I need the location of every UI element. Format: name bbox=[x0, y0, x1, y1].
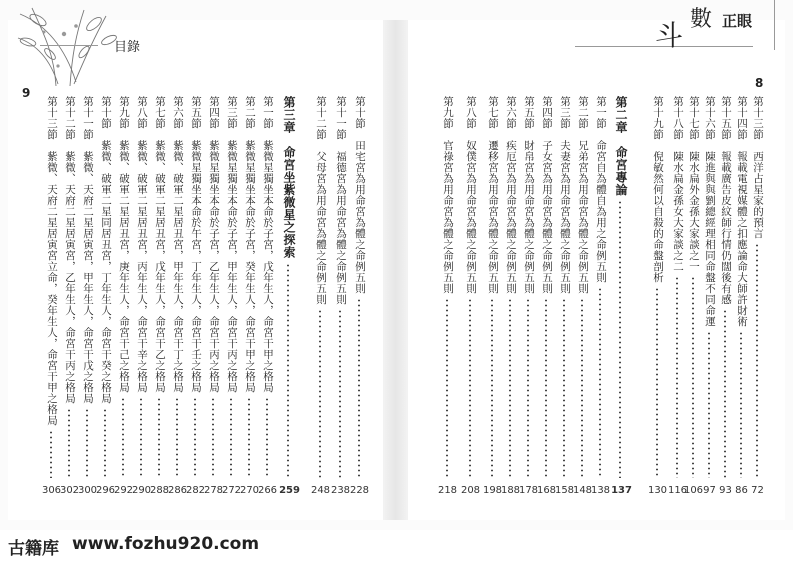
toc-entry-title: 第二節 兄弟宮為用命宮為體之命例五則 bbox=[577, 96, 589, 294]
toc-chapter-title: 第三章 命宮坐紫微星之探索 bbox=[282, 96, 296, 259]
leader-dots bbox=[708, 331, 710, 478]
toc-entry-title: 第四節 紫微星獨坐本命於子宮，乙年生人，命宮干丙之格局 bbox=[208, 96, 220, 393]
leader-dots bbox=[248, 397, 250, 478]
toc-entry[interactable] bbox=[41, 96, 62, 496]
leader-dots bbox=[104, 408, 106, 478]
toc-page-number: 272 bbox=[221, 485, 242, 496]
leader-dots bbox=[469, 298, 471, 478]
toc-chapter-entry[interactable] bbox=[281, 96, 298, 496]
toc-entry-title: 第一節 紫微星獨坐本命於子宮，戊年生人，命宮干甲之格局 bbox=[262, 96, 274, 393]
toc-entry[interactable] bbox=[590, 96, 611, 496]
toc-page-number: 278 bbox=[203, 485, 224, 496]
toc-entry[interactable] bbox=[59, 96, 80, 496]
toc-entry[interactable] bbox=[683, 96, 704, 496]
toc-entry-title: 第二節 紫微星獨坐本命於子宮，癸年生人，命宮干甲之格局 bbox=[244, 96, 256, 393]
toc-entry-title: 第七節 紫微、破軍二星居丑宮，戊年生人，命宮干乙之格局 bbox=[154, 96, 166, 393]
leader-dots bbox=[266, 397, 268, 478]
toc-entry[interactable] bbox=[482, 96, 503, 496]
toc-page-number: 86 bbox=[735, 485, 748, 496]
toc-entry[interactable] bbox=[239, 96, 260, 496]
toc-entry-title: 第一節 命宮自為體自為用之命例五則 bbox=[595, 96, 607, 283]
toc-chapter-entry[interactable] bbox=[613, 96, 630, 496]
toc-page-number: 290 bbox=[131, 485, 152, 496]
right-page-number: 8 bbox=[755, 76, 764, 90]
toc-page-number: 270 bbox=[239, 485, 260, 496]
toc-page-number: 106 bbox=[683, 485, 704, 496]
toc-entry-title: 第五節 紫微星獨坐本命於午宮，丁年生人，命宮干壬之格局 bbox=[190, 96, 202, 393]
leader-dots bbox=[599, 287, 601, 478]
left-header-rule bbox=[40, 45, 98, 46]
toc-entry[interactable] bbox=[437, 96, 458, 496]
toc-entry[interactable] bbox=[718, 96, 733, 496]
toc-entry-title: 第三節 夫妻宮為用命宮為體之命例五則 bbox=[559, 96, 571, 294]
toc-entry[interactable] bbox=[536, 96, 557, 496]
left-header-title: 目錄 bbox=[114, 40, 141, 55]
toc-page-number: 302 bbox=[59, 485, 80, 496]
toc-entry-title: 第十節 田宅宮為用命宮為體之命例五則 bbox=[354, 96, 366, 294]
toc-entry[interactable] bbox=[460, 96, 481, 496]
toc-entry[interactable] bbox=[554, 96, 575, 496]
toc-entry-title: 第九節 紫微、破軍二星居丑宮，庚年生人，命宮干己之格局 bbox=[118, 96, 130, 393]
toc-page-number: 296 bbox=[95, 485, 116, 496]
leader-dots bbox=[491, 298, 493, 478]
leader-dots bbox=[140, 397, 142, 478]
toc-entry[interactable] bbox=[349, 96, 370, 496]
toc-entry-title: 第十二節 父母宮為用命宮為體之命例五則 bbox=[315, 96, 327, 305]
toc-entry-title: 第三節 紫微星獨坐本命於子宮，甲年生人，命宮干丙之格局 bbox=[226, 96, 238, 393]
footer-watermark bbox=[0, 530, 793, 561]
toc-entry-title: 第十七節 陳水扁外金孫大家談之一 bbox=[688, 96, 700, 272]
toc-page-number: 97 bbox=[703, 485, 716, 496]
toc-entry-title: 第十九節 倪敏然何以自殺的命盤剖析 bbox=[652, 96, 664, 283]
toc-page-number: 148 bbox=[572, 485, 593, 496]
toc-page-number: 130 bbox=[647, 485, 668, 496]
toc-page-number: 198 bbox=[482, 485, 503, 496]
leader-dots bbox=[158, 397, 160, 478]
toc-entry[interactable] bbox=[113, 96, 134, 496]
toc-entry[interactable] bbox=[167, 96, 188, 496]
toc-entry-title: 第十八節 陳水扁金孫女大家談之二 bbox=[672, 96, 684, 272]
leader-dots bbox=[527, 298, 529, 478]
toc-entry-title: 第十六節 陳進與與劉總經理相同命盤不同命運 bbox=[704, 96, 716, 327]
toc-page-number: 238 bbox=[330, 485, 351, 496]
leader-dots bbox=[339, 309, 341, 478]
site-name: 古籍库 bbox=[8, 539, 59, 559]
toc-entry-title: 第十五節 報載廣告皮紋師行情仍闊後有感 bbox=[720, 96, 732, 305]
toc-entry[interactable] bbox=[667, 96, 688, 496]
toc-page-number: 93 bbox=[719, 485, 732, 496]
toc-entry-title: 第十三節 紫微、天府二星居寅宮立命，癸年生人，命宮干甲之格局 bbox=[46, 96, 58, 426]
leader-dots bbox=[212, 397, 214, 478]
toc-entry-title: 第八節 奴僕宮為用命宮為體之命例五則 bbox=[465, 96, 477, 294]
leader-dots bbox=[50, 430, 52, 478]
toc-page-number: 72 bbox=[751, 485, 764, 496]
toc-entry-title: 第十一節 紫微、天府二星居寅宮，甲年生人，命宮干戊之格局 bbox=[82, 96, 94, 404]
toc-page-number: 138 bbox=[590, 485, 611, 496]
toc-entry[interactable] bbox=[647, 96, 668, 496]
leader-dots bbox=[122, 397, 124, 478]
toc-page-number: 218 bbox=[437, 485, 458, 496]
toc-chapter-title: 第二章 命宮專論 bbox=[614, 96, 628, 196]
toc-page-number: 116 bbox=[667, 485, 688, 496]
toc-page-number: 248 bbox=[310, 485, 331, 496]
right-title-dou: 斗 bbox=[655, 19, 684, 52]
leader-dots bbox=[545, 298, 547, 478]
toc-entry[interactable] bbox=[750, 96, 765, 496]
left-page-number: 9 bbox=[22, 86, 31, 100]
toc-entry-title: 第七節 遷移宮為用命宮為體之命例五則 bbox=[487, 96, 499, 294]
leader-dots bbox=[581, 298, 583, 478]
toc-page-number: 282 bbox=[185, 485, 206, 496]
toc-entry[interactable] bbox=[572, 96, 593, 496]
toc-entry-title: 第五節 財帛宮為用命宮為體之命例五則 bbox=[523, 96, 535, 294]
leader-dots bbox=[563, 298, 565, 478]
toc-entry[interactable] bbox=[185, 96, 206, 496]
leader-dots bbox=[676, 276, 678, 478]
toc-page-number: 292 bbox=[113, 485, 134, 496]
leader-dots bbox=[287, 263, 289, 479]
right-title-zheng: 正眼 bbox=[722, 12, 753, 30]
right-title-shu: 數 bbox=[690, 7, 713, 32]
toc-entry[interactable] bbox=[221, 96, 242, 496]
leader-dots bbox=[86, 408, 88, 478]
toc-page-number: 208 bbox=[460, 485, 481, 496]
leader-dots bbox=[509, 298, 511, 478]
toc-entry-title: 第六節 紫微、破軍二星居丑宮，甲年生人，命宮干丁之格局 bbox=[172, 96, 184, 393]
right-header-vertical-rule bbox=[774, 0, 775, 50]
toc-entry-title: 第四節 子女宮為用命宮為體之命例五則 bbox=[541, 96, 553, 294]
toc-page-number: 178 bbox=[518, 485, 539, 496]
toc-page-number: 168 bbox=[536, 485, 557, 496]
toc-entry-title: 第九節 官祿宮為用命宮為體之命例五則 bbox=[442, 96, 454, 294]
leader-dots bbox=[740, 331, 742, 478]
toc-page-number: 288 bbox=[149, 485, 170, 496]
leader-dots bbox=[230, 397, 232, 478]
toc-entry[interactable] bbox=[518, 96, 539, 496]
toc-page-number: 266 bbox=[257, 485, 278, 496]
toc-entry[interactable] bbox=[131, 96, 152, 496]
leader-dots bbox=[319, 309, 321, 478]
toc-page-number: 228 bbox=[349, 485, 370, 496]
leader-dots bbox=[656, 287, 658, 478]
toc-entry-title: 第十二節 紫微、天府二星居寅宮，乙年生人，命宮干丙之格局 bbox=[64, 96, 76, 404]
toc-page-number: 158 bbox=[554, 485, 575, 496]
toc-entry[interactable] bbox=[734, 96, 749, 496]
toc-entry[interactable] bbox=[77, 96, 98, 496]
toc-entry[interactable] bbox=[149, 96, 170, 496]
toc-entry[interactable] bbox=[257, 96, 278, 496]
toc-entry-title: 第十三節 西洋占星家的預言 bbox=[752, 96, 764, 239]
toc-entry[interactable] bbox=[310, 96, 331, 496]
toc-entry-title: 第十一節 福德宮為用命宮為體之命例五則 bbox=[335, 96, 347, 305]
leader-dots bbox=[756, 243, 758, 478]
toc-entry[interactable] bbox=[500, 96, 521, 496]
leader-dots bbox=[692, 276, 694, 478]
toc-page-number: 300 bbox=[77, 485, 98, 496]
toc-entry-title: 第六節 疾厄宮為用命宮為體之命例五則 bbox=[505, 96, 517, 294]
leader-dots bbox=[358, 298, 360, 478]
toc-page-number: 306 bbox=[41, 485, 62, 496]
toc-page-number: 188 bbox=[500, 485, 521, 496]
toc-page-number: 137 bbox=[611, 485, 632, 496]
leader-dots bbox=[446, 298, 448, 478]
leader-dots bbox=[68, 408, 70, 478]
toc-entry-title: 第十四節 報載電視媒體之扣應論命大師許財術 bbox=[736, 96, 748, 327]
toc-page-number: 286 bbox=[167, 485, 188, 496]
toc-entry[interactable] bbox=[702, 96, 717, 496]
toc-entry[interactable] bbox=[330, 96, 351, 496]
toc-entry[interactable] bbox=[203, 96, 224, 496]
site-url[interactable]: www.fozhu920.com bbox=[72, 534, 260, 554]
leader-dots bbox=[619, 200, 621, 478]
toc-entry-title: 第八節 紫微、破軍二星居丑宮，丙年生人，命宮干辛之格局 bbox=[136, 96, 148, 393]
leader-dots bbox=[194, 397, 196, 478]
leader-dots bbox=[724, 309, 726, 478]
book-gutter bbox=[383, 20, 408, 520]
leader-dots bbox=[176, 397, 178, 478]
toc-entry-title: 第十節 紫微、破軍二星同居丑宮，丁年生人，命宮干癸之格局 bbox=[100, 96, 112, 404]
toc-entry[interactable] bbox=[95, 96, 116, 496]
toc-page-number: 259 bbox=[279, 485, 300, 496]
